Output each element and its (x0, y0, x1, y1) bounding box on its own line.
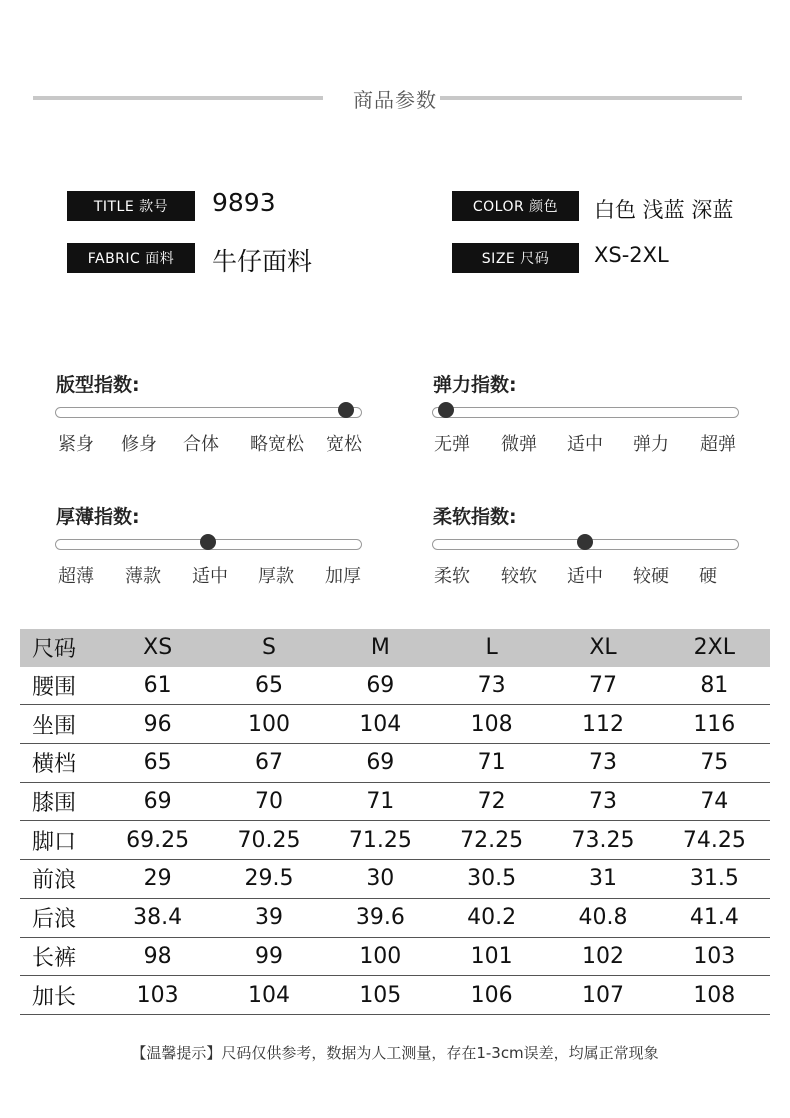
table-header-cell: XS (102, 629, 213, 667)
size-value-cell: 101 (436, 937, 547, 976)
size-value-cell: 103 (102, 976, 213, 1015)
size-value-cell: 99 (213, 937, 324, 976)
size-value-cell: 103 (659, 937, 770, 976)
size-value-cell: 40.2 (436, 898, 547, 937)
fit-label: 合体 (183, 434, 219, 455)
fabric-tag: FABRIC 面料 (67, 243, 195, 273)
thickness-label: 薄款 (125, 566, 161, 587)
fit-label: 略宽松 (250, 434, 304, 455)
table-row (20, 860, 770, 899)
table-header-cell: M (325, 629, 436, 667)
size-value-cell: 71.25 (325, 821, 436, 860)
size-value-cell: 112 (547, 705, 658, 744)
size-value-cell: 31.5 (659, 860, 770, 899)
softness-label: 较软 (501, 566, 537, 587)
color-tag: COLOR 颜色 (452, 191, 579, 221)
measurement-name-cell: 横档 (20, 744, 102, 783)
size-value-cell: 104 (213, 976, 324, 1015)
size-table-header-row (20, 629, 770, 667)
size-value-cell: 69 (325, 744, 436, 783)
stretch-index-title: 弹力指数: (433, 374, 517, 396)
table-row (20, 898, 770, 937)
fit-index-knob (338, 402, 354, 418)
size-value-cell: 108 (436, 705, 547, 744)
size-value-cell: 100 (325, 937, 436, 976)
size-chart-table (20, 629, 770, 1015)
softness-label: 柔软 (434, 566, 470, 587)
title-tag: TITLE 款号 (67, 191, 195, 221)
size-value-cell: 96 (102, 705, 213, 744)
stretch-label: 微弹 (501, 434, 537, 455)
table-row (20, 976, 770, 1015)
measurement-name-cell: 腰围 (20, 667, 102, 705)
table-row (20, 705, 770, 744)
size-value-cell: 100 (213, 705, 324, 744)
softness-index-knob (577, 534, 593, 550)
table-header-cell: S (213, 629, 324, 667)
size-value-cell: 69 (325, 667, 436, 705)
fit-label: 宽松 (326, 434, 362, 455)
thickness-label: 适中 (192, 566, 228, 587)
measurement-name-cell: 脚口 (20, 821, 102, 860)
size-value-cell: 81 (659, 667, 770, 705)
thickness-label: 厚款 (258, 566, 294, 587)
size-value-cell: 65 (102, 744, 213, 783)
table-row (20, 821, 770, 860)
size-value-cell: 75 (659, 744, 770, 783)
thickness-label: 加厚 (325, 566, 361, 587)
size-value-cell: 41.4 (659, 898, 770, 937)
size-tag: SIZE 尺码 (452, 243, 579, 273)
size-value-cell: 108 (659, 976, 770, 1015)
size-value-cell: 40.8 (547, 898, 658, 937)
size-value-cell: 105 (325, 976, 436, 1015)
stretch-index-knob (438, 402, 454, 418)
style-number: 9893 (212, 188, 276, 217)
stretch-label: 超弹 (700, 434, 736, 455)
table-row (20, 667, 770, 705)
thickness-index-knob (200, 534, 216, 550)
size-value-cell: 31 (547, 860, 658, 899)
size-value-cell: 73 (547, 744, 658, 783)
table-header-cell: L (436, 629, 547, 667)
size-value-cell: 72.25 (436, 821, 547, 860)
fit-label: 紧身 (58, 434, 94, 455)
measurement-name-cell: 膝围 (20, 782, 102, 821)
size-value-cell: 69.25 (102, 821, 213, 860)
softness-label: 较硬 (633, 566, 669, 587)
size-value-cell: 73 (436, 667, 547, 705)
size-value-cell: 29 (102, 860, 213, 899)
size-value-cell: 39 (213, 898, 324, 937)
measurement-tip: 【温馨提示】尺码仅供参考，数据为人工测量，存在1-3cm误差，均属正常现象 (131, 1044, 659, 1062)
thickness-label: 超薄 (58, 566, 94, 587)
thickness-index-title: 厚薄指数: (56, 506, 140, 528)
color-value: 白色 浅蓝 深蓝 (594, 198, 734, 222)
stretch-label: 适中 (567, 434, 603, 455)
size-value-cell: 104 (325, 705, 436, 744)
fit-index-title: 版型指数: (56, 374, 140, 396)
measurement-name-cell: 加长 (20, 976, 102, 1015)
size-value-cell: 107 (547, 976, 658, 1015)
size-value-cell: 61 (102, 667, 213, 705)
stretch-index-track (432, 407, 739, 418)
size-value-cell: 70 (213, 782, 324, 821)
section-title: 商品参数 (353, 88, 437, 112)
table-header-cell: 尺码 (20, 629, 102, 667)
size-value-cell: 38.4 (102, 898, 213, 937)
size-value-cell: 73.25 (547, 821, 658, 860)
size-value-cell: 30.5 (436, 860, 547, 899)
measurement-name-cell: 长裤 (20, 937, 102, 976)
fit-index-track (55, 407, 362, 418)
table-row (20, 744, 770, 783)
stretch-label: 弹力 (633, 434, 669, 455)
size-value-cell: 106 (436, 976, 547, 1015)
measurement-name-cell: 坐围 (20, 705, 102, 744)
size-range: XS-2XL (594, 243, 669, 267)
fabric-value: 牛仔面料 (212, 247, 313, 276)
size-value-cell: 39.6 (325, 898, 436, 937)
size-value-cell: 67 (213, 744, 324, 783)
size-value-cell: 102 (547, 937, 658, 976)
size-value-cell: 72 (436, 782, 547, 821)
softness-label: 适中 (567, 566, 603, 587)
measurement-name-cell: 前浪 (20, 860, 102, 899)
table-header-cell: XL (547, 629, 658, 667)
table-header-cell: 2XL (659, 629, 770, 667)
size-value-cell: 30 (325, 860, 436, 899)
size-value-cell: 74.25 (659, 821, 770, 860)
size-value-cell: 71 (436, 744, 547, 783)
size-value-cell: 65 (213, 667, 324, 705)
size-value-cell: 29.5 (213, 860, 324, 899)
size-value-cell: 98 (102, 937, 213, 976)
softness-label: 硬 (699, 566, 717, 587)
size-value-cell: 77 (547, 667, 658, 705)
softness-index-title: 柔软指数: (433, 506, 517, 528)
size-value-cell: 74 (659, 782, 770, 821)
size-table-body (20, 667, 770, 1015)
size-value-cell: 71 (325, 782, 436, 821)
table-row (20, 937, 770, 976)
size-value-cell: 70.25 (213, 821, 324, 860)
fit-label: 修身 (121, 434, 157, 455)
size-value-cell: 73 (547, 782, 658, 821)
measurement-name-cell: 后浪 (20, 898, 102, 937)
size-value-cell: 69 (102, 782, 213, 821)
size-value-cell: 116 (659, 705, 770, 744)
table-row (20, 782, 770, 821)
stretch-label: 无弹 (434, 434, 470, 455)
